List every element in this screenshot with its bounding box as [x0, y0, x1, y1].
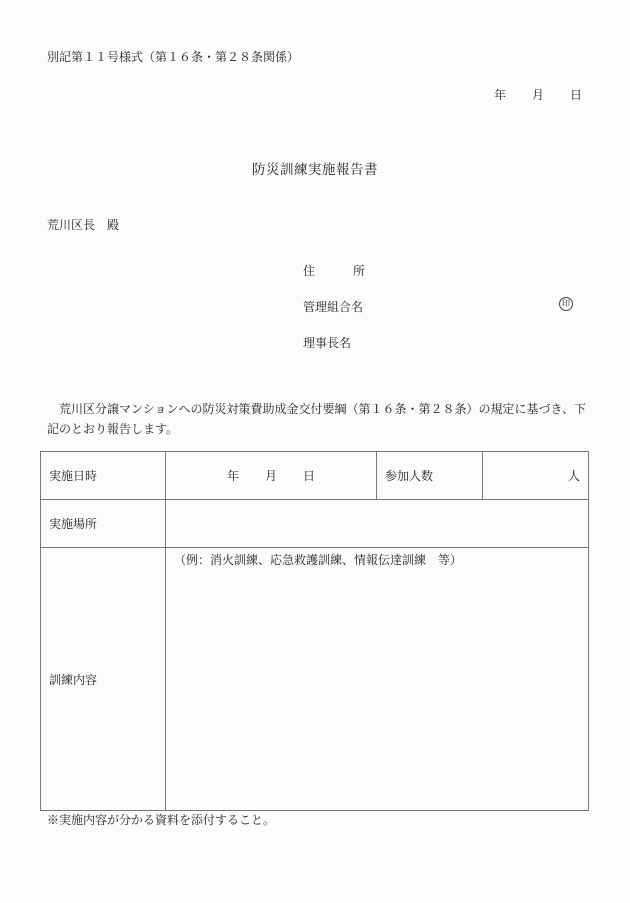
form-number: 別記第１１号様式（第１６条・第２８条関係）: [47, 50, 300, 64]
addressee: 荒川区長 殿: [47, 218, 120, 232]
date-day-label: 日: [570, 88, 583, 102]
footnote: ※実施内容が分かる資料を添付すること。: [47, 813, 276, 827]
table-day-label: 日: [303, 469, 316, 483]
sender-address-label: [303, 262, 365, 279]
table-row-date: [41, 452, 589, 500]
date-year-label: 年: [494, 88, 507, 102]
training-content-label: 訓練内容: [41, 548, 166, 811]
document-title: 防災訓練実施報告書: [252, 162, 378, 178]
implementation-date-field[interactable]: [166, 452, 377, 500]
table-row-place: [41, 500, 589, 548]
chairperson-label: 理事長名: [303, 336, 352, 350]
date-month-label: 月: [532, 88, 545, 102]
implementation-place-label: 実施場所: [41, 500, 166, 548]
participants-field[interactable]: 人: [483, 452, 589, 500]
training-content-field[interactable]: [166, 548, 589, 811]
implementation-date-label: 実施日時: [41, 452, 166, 500]
management-association-label: 管理組合名: [303, 300, 364, 314]
participants-label: 参加人数: [377, 452, 483, 500]
implementation-place-field[interactable]: [166, 500, 589, 548]
seal-icon: 印: [559, 297, 573, 311]
training-content-example: （例：消火訓練、応急救護訓練、情報伝達訓練 等）: [174, 553, 463, 567]
address-label-part-1: 住: [303, 264, 316, 278]
address-label-part-2: 所: [353, 264, 366, 278]
report-table: [40, 451, 589, 811]
table-year-label: 年: [226, 469, 239, 483]
submission-date: [494, 86, 582, 103]
table-month-label: 月: [264, 469, 277, 483]
table-row-content: [41, 548, 589, 811]
body-text: 荒川区分譲マンションへの防災対策費助成金交付要綱（第１６条・第２８条）の規定に基づき、下記のとおり報告します。: [47, 402, 586, 436]
